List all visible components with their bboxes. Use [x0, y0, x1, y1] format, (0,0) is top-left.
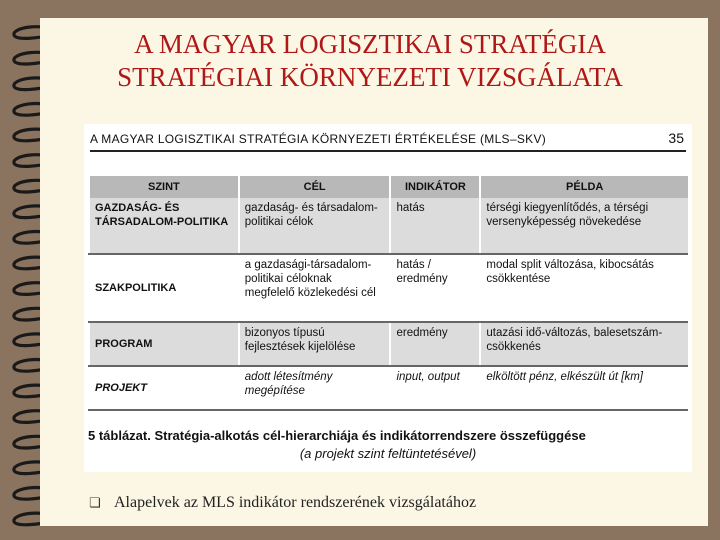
goal-cell: adott létesítmény megépítése [239, 366, 391, 410]
slide-title [60, 28, 680, 94]
column-header: SZINT [89, 176, 239, 198]
table-caption-subtitle: (a projekt szint feltüntetésével) [299, 446, 477, 461]
page-number: 35 [668, 130, 684, 146]
hierarchy-table [88, 176, 688, 411]
level-cell: GAZDASÁG- ÉS TÁRSADALOM-POLITIKA [89, 198, 239, 254]
slide-title-line-2: STRATÉGIAI KÖRNYEZETI VIZSGÁLATA [117, 62, 623, 92]
table-header-row [89, 176, 688, 198]
document-header-title: A MAGYAR LOGISZTIKAI STRATÉGIA KÖRNYEZETI ÉRTÉKELÉSE (MLS–SKV) [90, 132, 547, 146]
table-row [89, 254, 688, 322]
scanned-document [84, 124, 692, 472]
example-cell: utazási idő-változás, balesetszám-csökkenés [480, 322, 688, 366]
example-cell: elköltött pénz, elkészült út [km] [480, 366, 688, 410]
table-row [89, 198, 688, 254]
table-row [89, 322, 688, 366]
column-header: PÉLDA [480, 176, 688, 198]
square-bullet-icon: ❏ [89, 495, 101, 510]
indicator-cell: hatás [390, 198, 480, 254]
level-cell: PROGRAM [89, 322, 239, 366]
goal-cell: a gazdasági-társadalom-politikai céloknak megfelelő közlekedési cél [239, 254, 391, 322]
table-row [89, 366, 688, 410]
indicator-cell: hatás / eredmény [390, 254, 480, 322]
example-cell: térségi kiegyenlítődés, a térségi versenyképesség növekedése [480, 198, 688, 254]
column-header: CÉL [239, 176, 391, 198]
level-cell: PROJEKT [89, 366, 239, 410]
goal-cell: gazdaság- és társadalom-politikai célok [239, 198, 391, 254]
example-cell: modal split változása, kibocsátás csökkentése [480, 254, 688, 322]
level-cell: SZAKPOLITIKA [89, 254, 239, 322]
indicator-cell: eredmény [390, 322, 480, 366]
document-header [90, 128, 686, 152]
bullet-text: Alapelvek az MLS indikátor rendszerének vizsgálatához [114, 494, 477, 511]
slide-title-line-1: A MAGYAR LOGISZTIKAI STRATÉGIA [134, 29, 606, 59]
column-header: INDIKÁTOR [390, 176, 480, 198]
bullet-point [88, 494, 476, 512]
goal-cell: bizonyos típusú fejlesztések kijelölése [239, 322, 391, 366]
indicator-cell: input, output [390, 366, 480, 410]
table-caption: 5 táblázat. Stratégia-alkotás cél-hierarchiája és indikátorrendszere összefüggése [88, 428, 586, 443]
